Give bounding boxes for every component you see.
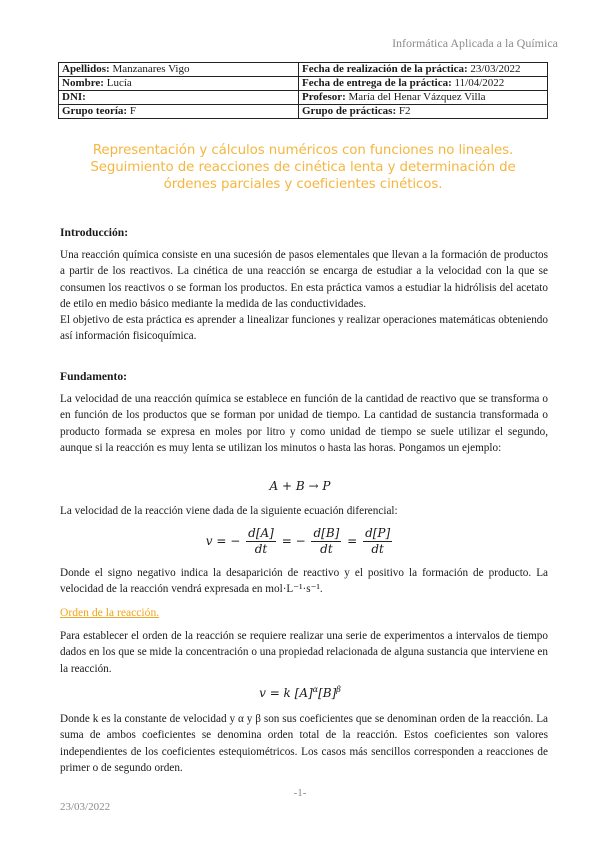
title-line-1: Representación y cálculos numéricos con funciones no lineales. (92, 143, 514, 158)
fecha-entrega-cell: Fecha de entrega de la práctica: 11/04/2022 (299, 77, 548, 91)
footer-date: 23/03/2022 (60, 801, 111, 813)
grupo-teoria-cell: Grupo teoría: F (59, 105, 299, 119)
rate-differential-equation: v = − $\frac{d[A]}{dt}$ = − $\frac{d[B]}{dt}$ = $\frac{d[P]}{dt}$ (205, 526, 391, 556)
fundamento-paragraph-2: La velocidad de la reacción viene dada de la siguiente ecuación diferencial: (60, 505, 398, 517)
nombre-cell: Nombre: Lucía (59, 77, 299, 91)
intro-paragraph-1: Una reacción química consiste en una sucesión de pasos elementales que llevan a la formación de productos a partir de los reactivos. La cinética de una reacción se encarga de estudiar a la velocidad con la que se consumen los reactivos o se forman los productos. En esta práctica vamos a estudiar la hidrólisis del acetato de etilo en medio básico mediante la medida de las conductividades. (60, 249, 548, 311)
intro-paragraph-2: El objetivo de esta práctica es aprender a linealizar funciones y realizar operaciones matemáticas obteniendo así información fisicoquímica. (60, 314, 548, 343)
orden-paragraph-2: Donde k es la constante de velocidad y α y β son sus coeficientes que se denominan orden de la reacción. La suma de ambos coeficientes se denomina orden total de la reacción. Estos coeficientes son valores independientes de los coeficientes estequiométricos. Los casos más sencillos corresponden a reacciones de primer o de segundo orden. (60, 713, 548, 775)
profesor-cell: Profesor: María del Henar Vázquez Villa (299, 91, 548, 105)
reaction-equation: A + B → P (269, 479, 331, 493)
apellidos-cell: Apellidos: Manzanares Vigo (59, 63, 299, 77)
title-line-3: órdenes parciales y coeficientes cinéticos. (163, 177, 443, 192)
student-info-table (58, 62, 548, 119)
dni-cell: DNI: (59, 91, 299, 105)
title-line-2: Seguimiento de reacciones de cinética lenta y determinación de (90, 160, 516, 175)
grupo-practicas-cell: Grupo de prácticas: F2 (299, 105, 548, 119)
orden-paragraph-1: Para establecer el orden de la reacción se requiere realizar una serie de experimentos a intervalos de tiempo dados en los que se mide la concentración o una propiedad relacionada de alguna sustancia que interviene en la reacción. (60, 630, 548, 675)
fundamento-paragraph-3: Donde el signo negativo indica la desaparición de reactivo y el positivo la formación de producto. La velocidad de la reacción vendrá expresada en mol·L⁻¹·s⁻¹. (60, 567, 548, 596)
orden-subheading: Orden de la reacción. (60, 606, 160, 619)
document-title (60, 142, 546, 193)
fundamento-paragraph-1: La velocidad de una reacción química se establece en función de la cantidad de reactivo que se transforma o en función de los productos que se forman por unidad de tiempo. La cantidad de sustancia transformada o producto formada se expresa en moles por litro y como unidad de tiempo se suele utilizar el segundo, aunque si la reacción es muy lenta se utilizan los minutos o hasta las horas. Pongamos un ejemplo: (60, 393, 548, 455)
fundamento-heading: Fundamento: (60, 370, 127, 383)
fecha-realizacion-cell: Fecha de realización de la práctica: 23/03/2022 (299, 63, 548, 77)
page-number: -1- (293, 787, 307, 799)
rate-law-equation: v = k $[A]^\alpha[B]^\beta$ (259, 685, 341, 700)
header-subject: Informática Aplicada a la Química (392, 36, 558, 50)
intro-heading: Introducción: (60, 226, 129, 239)
